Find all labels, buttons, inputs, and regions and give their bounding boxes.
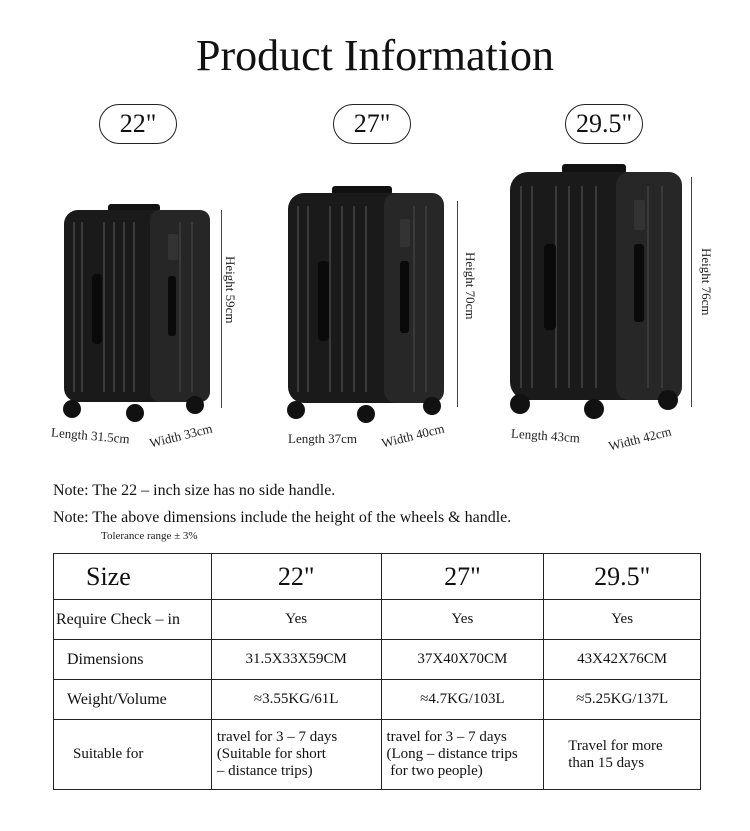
cell-line: – distance trips) [216, 763, 313, 779]
table-row [54, 600, 701, 640]
cell: Yes [544, 600, 701, 640]
header-22: 22" [211, 554, 381, 600]
header-size: Size [54, 554, 212, 600]
cell-line: travel for 3 – 7 days [386, 729, 507, 745]
row-label: Weight/Volume [54, 680, 212, 720]
width-label-22: Width 33cm [148, 420, 214, 451]
table-header-row [54, 554, 701, 600]
table-row [54, 720, 701, 790]
cell: 31.5X33X59CM [211, 640, 381, 680]
cell: 37X40X70CM [381, 640, 544, 680]
cell: ≈3.55KG/61L [211, 680, 381, 720]
size-pill-27: 27" [333, 104, 411, 144]
row-label: Dimensions [54, 640, 212, 680]
table-row [54, 640, 701, 680]
cell: ≈5.25KG/137L [544, 680, 701, 720]
height-label-29-5: Height 76cm [699, 248, 714, 316]
page-title: Product Information [195, 31, 555, 80]
cell-line: (Long – distance trips [386, 746, 518, 762]
note-side-handle: Note: The 22 – inch size has no side handle. [53, 482, 336, 499]
cell [381, 720, 544, 790]
cell [544, 720, 701, 790]
size-pill-29-5: 29.5" [565, 104, 643, 144]
cell-line: (Suitable for short [216, 746, 326, 762]
length-label-22: Length 31.5cm [50, 424, 131, 447]
height-label-27: Height 70cm [463, 252, 478, 320]
size-pill-22: 22" [99, 104, 177, 144]
cell: Yes [211, 600, 381, 640]
length-label-29-5: Length 43cm [510, 425, 581, 446]
table-row [54, 680, 701, 720]
row-label: Suitable for [54, 720, 212, 790]
cell-line: Travel for more [568, 737, 663, 754]
cell: 43X42X76CM [544, 640, 701, 680]
width-label-27: Width 40cm [380, 420, 446, 451]
header-27: 27" [381, 554, 544, 600]
row-label: Require Check – in [54, 600, 212, 640]
note-dimensions: Note: The above dimensions include the height of the wheels & handle. [53, 509, 512, 526]
suitcase-22-image [60, 204, 215, 422]
cell: Yes [381, 600, 544, 640]
cell-line: travel for 3 – 7 days [216, 729, 338, 745]
cell-line: for two people) [386, 763, 483, 779]
suitcase-29-5-image [506, 164, 686, 426]
height-label-22: Height 59cm [223, 256, 238, 324]
suitcase-27-image [284, 186, 449, 426]
width-label-29-5: Width 42cm [607, 423, 673, 454]
cell-line: than 15 days [568, 754, 645, 771]
length-label-27: Length 37cm [288, 431, 357, 446]
height-line-27 [457, 201, 458, 407]
spec-table [53, 553, 701, 790]
header-29-5: 29.5" [544, 554, 701, 600]
height-line-29-5 [691, 177, 692, 407]
cell [211, 720, 381, 790]
cell: ≈4.7KG/103L [381, 680, 544, 720]
tolerance-note: Tolerance range ± 3% [101, 530, 198, 542]
